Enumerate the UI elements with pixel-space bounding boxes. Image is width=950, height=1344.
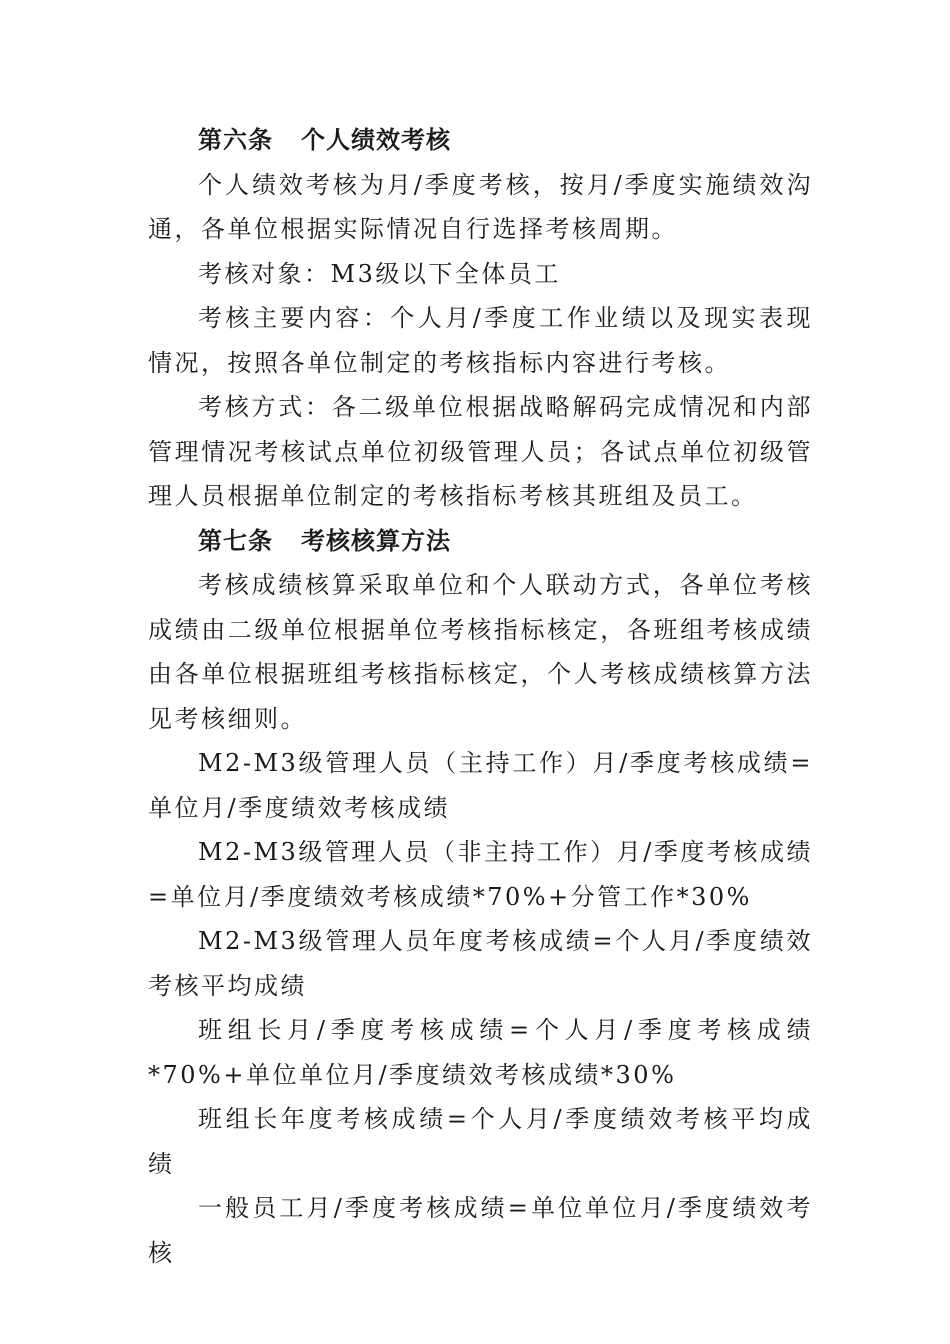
article-6-number: 第六条 [198, 125, 273, 154]
paragraph: 班组长月/季度考核成绩=个人月/季度考核成绩*70%+单位单位月/季度绩效考核成绩*30% [148, 1016, 813, 1089]
paragraph: 考核对象：M3级以下全体员工 [198, 259, 561, 288]
paragraph: 考核主要内容：个人月/季度工作业绩以及现实表现情况，按照各单位制定的考核指标内容进行考核。 [148, 304, 813, 377]
article-6-heading [148, 118, 813, 163]
paragraph: M2-M3级管理人员（主持工作）月/季度考核成绩=单位月/季度绩效考核成绩 [148, 749, 813, 822]
article-7-title: 考核核算方法 [301, 525, 451, 555]
article-6-title: 个人绩效考核 [301, 125, 451, 154]
article-7-number: 第七条 [198, 525, 273, 555]
paragraph: M2-M3级管理人员年度考核成绩=个人月/季度绩效考核平均成绩 [148, 927, 813, 1000]
paragraph: 个人绩效考核为月/季度考核，按月/季度实施绩效沟通，各单位根据实际情况自行选择考核周期。 [148, 170, 813, 243]
paragraph: 班组长年度考核成绩=个人月/季度绩效考核平均成绩 [148, 1105, 813, 1178]
paragraph: 一般员工月/季度考核成绩=单位单位月/季度绩效考核 [148, 1194, 813, 1267]
paragraph: 考核成绩核算采取单位和个人联动方式，各单位考核成绩由二级单位根据单位考核指标核定，各班组考核成绩由各单位根据班组考核指标核定，个人考核成绩核算方法见考核细则。 [148, 571, 813, 733]
paragraph: M2-M3级管理人员（非主持工作）月/季度考核成绩=单位月/季度绩效考核成绩*70%+分管工作*30% [148, 838, 813, 911]
paragraph: 考核方式：各二级单位根据战略解码完成情况和内部管理情况考核试点单位初级管理人员；各试点单位初级管理人员根据单位制定的考核指标考核其班组及员工。 [148, 393, 813, 510]
article-7-heading [148, 519, 813, 564]
document-page [148, 118, 813, 1275]
